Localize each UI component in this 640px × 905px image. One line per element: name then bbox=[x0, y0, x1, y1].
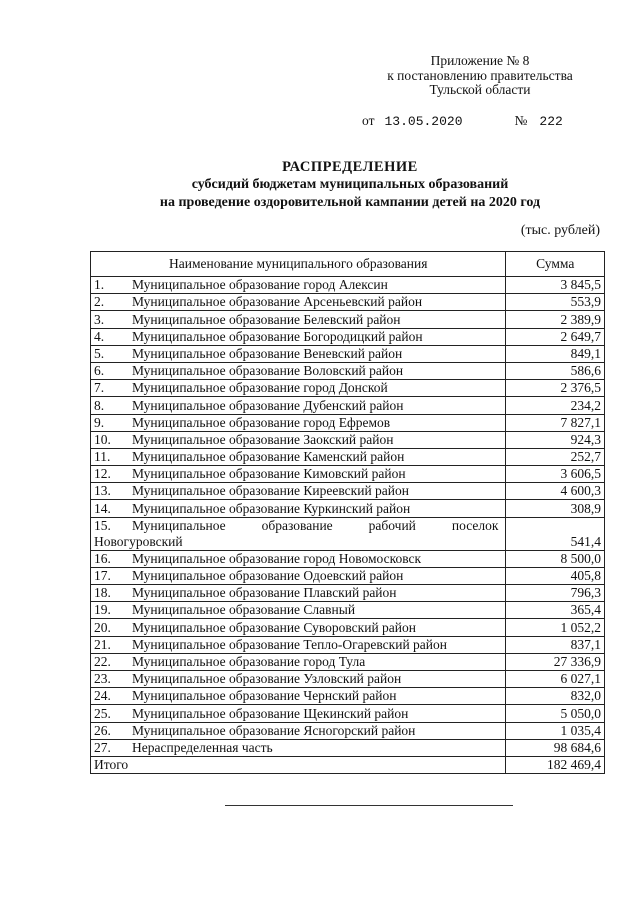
table-row bbox=[91, 722, 605, 739]
row-number: 26. bbox=[94, 722, 111, 738]
row-sum: 7 827,1 bbox=[506, 414, 605, 431]
row-sum: 553,9 bbox=[506, 294, 605, 311]
row-sum: 252,7 bbox=[506, 448, 605, 465]
row-sum: 2 649,7 bbox=[506, 328, 605, 345]
row-name-cell bbox=[91, 670, 506, 687]
row-sum: 796,3 bbox=[506, 585, 605, 602]
title-subtitle-line1: субсидий бюджетам муниципальных образований bbox=[191, 177, 509, 192]
row-sum: 837,1 bbox=[506, 636, 605, 653]
row-name-cell bbox=[91, 688, 506, 705]
table-row bbox=[91, 517, 605, 550]
row-number: 9. bbox=[94, 414, 105, 430]
units-label: (тыс. рублей) bbox=[520, 223, 600, 238]
row-name-cell bbox=[91, 380, 506, 397]
row-name-cell bbox=[91, 311, 506, 328]
row-sum: 541,4 bbox=[506, 517, 605, 550]
row-name-cell bbox=[91, 567, 506, 584]
row-number: 6. bbox=[94, 363, 105, 379]
header-sum: Сумма bbox=[506, 252, 605, 277]
table-row bbox=[91, 362, 605, 379]
row-name-continuation: Новогуровский bbox=[94, 533, 183, 549]
table-total-row bbox=[91, 756, 605, 773]
row-name: Муниципальное образование Тепло-Огаревский район bbox=[132, 636, 447, 652]
row-number: 19. bbox=[94, 602, 111, 618]
row-name: Муниципальное образование Куркинский район bbox=[132, 500, 411, 516]
table-row bbox=[91, 483, 605, 500]
row-name-word: образование bbox=[261, 517, 333, 533]
row-name-cell bbox=[91, 414, 506, 431]
row-name-cell bbox=[91, 585, 506, 602]
row-number: 24. bbox=[94, 688, 111, 704]
row-name-word: рабочий bbox=[368, 517, 416, 533]
row-name: Муниципальное образование Узловский район bbox=[132, 671, 402, 687]
row-number: 20. bbox=[94, 619, 111, 635]
table-row bbox=[91, 585, 605, 602]
table-row bbox=[91, 500, 605, 517]
row-name-cell bbox=[91, 619, 506, 636]
row-name: Муниципальное образование Каменский район bbox=[132, 449, 405, 465]
row-number: 1. bbox=[94, 277, 105, 293]
row-name: Муниципальное образование Киреевский район bbox=[132, 483, 409, 499]
row-name-cell bbox=[91, 431, 506, 448]
row-sum: 3 845,5 bbox=[506, 277, 605, 294]
row-number: 5. bbox=[94, 345, 105, 361]
row-number: 7. bbox=[94, 380, 105, 396]
row-name-cell bbox=[91, 739, 506, 756]
distribution-table bbox=[90, 251, 605, 774]
row-number: 27. bbox=[94, 739, 111, 755]
table-row bbox=[91, 345, 605, 362]
row-name-word: Муниципальное bbox=[132, 517, 226, 533]
row-number: 22. bbox=[94, 653, 111, 669]
row-name-cell bbox=[91, 448, 506, 465]
decree-from-label: от bbox=[362, 113, 375, 128]
table-row bbox=[91, 397, 605, 414]
row-number: 25. bbox=[94, 705, 111, 721]
row-name: Муниципальное образование город Донской bbox=[132, 380, 388, 396]
row-sum: 6 027,1 bbox=[506, 670, 605, 687]
row-name: Нераспределенная часть bbox=[132, 739, 273, 755]
row-name-cell bbox=[91, 397, 506, 414]
table-row bbox=[91, 328, 605, 345]
row-sum: 849,1 bbox=[506, 345, 605, 362]
row-number: 18. bbox=[94, 585, 111, 601]
table-row bbox=[91, 277, 605, 294]
table-row bbox=[91, 688, 605, 705]
row-name-cell bbox=[91, 362, 506, 379]
row-name-word: поселок bbox=[451, 517, 499, 533]
row-sum: 924,3 bbox=[506, 431, 605, 448]
decree-number: 222 bbox=[539, 114, 563, 129]
row-name: Муниципальное образование Арсеньевский район bbox=[132, 294, 423, 310]
bottom-rule bbox=[225, 805, 513, 806]
row-name-cell bbox=[91, 722, 506, 739]
row-name-cell bbox=[91, 550, 506, 567]
row-name-cell bbox=[91, 517, 506, 550]
row-number: 11. bbox=[94, 449, 111, 465]
row-number: 4. bbox=[94, 328, 105, 344]
title-heading: РАСПРЕДЕЛЕНИЕ bbox=[282, 159, 418, 175]
appendix-decree-ref: к постановлению правительства bbox=[387, 67, 573, 83]
row-sum: 3 606,5 bbox=[506, 466, 605, 483]
row-name: Муниципальное образование Богородицкий район bbox=[132, 328, 423, 344]
table-row bbox=[91, 448, 605, 465]
row-sum: 308,9 bbox=[506, 500, 605, 517]
row-name-cell bbox=[91, 328, 506, 345]
table-row bbox=[91, 739, 605, 756]
total-sum: 182 469,4 bbox=[506, 756, 605, 773]
row-name: Муниципальное образование город Тула bbox=[132, 653, 366, 669]
row-sum: 1 052,2 bbox=[506, 619, 605, 636]
row-name-cell bbox=[91, 294, 506, 311]
row-number: 21. bbox=[94, 636, 111, 652]
row-number: 16. bbox=[94, 550, 111, 566]
row-sum: 2 389,9 bbox=[506, 311, 605, 328]
row-sum: 27 336,9 bbox=[506, 653, 605, 670]
row-name: Муниципальное образование Чернский район bbox=[132, 688, 397, 704]
row-number: 12. bbox=[94, 466, 111, 482]
row-sum: 5 050,0 bbox=[506, 705, 605, 722]
row-name-cell bbox=[91, 653, 506, 670]
row-name: Муниципальное образование Заокский район bbox=[132, 431, 394, 447]
appendix-region: Тульской области bbox=[429, 82, 531, 97]
row-sum: 98 684,6 bbox=[506, 739, 605, 756]
row-sum: 1 035,4 bbox=[506, 722, 605, 739]
document-title bbox=[0, 158, 640, 212]
row-number: 2. bbox=[94, 294, 105, 310]
row-name: Муниципальное образование Воловский район bbox=[132, 363, 404, 379]
table-row bbox=[91, 311, 605, 328]
row-name: Муниципальное образование город Новомосковск bbox=[132, 550, 422, 566]
row-sum: 8 500,0 bbox=[506, 550, 605, 567]
table-row bbox=[91, 567, 605, 584]
row-sum: 4 600,3 bbox=[506, 483, 605, 500]
row-name-cell bbox=[91, 277, 506, 294]
row-name: Муниципальное образование Дубенский район bbox=[132, 397, 404, 413]
table-row bbox=[91, 380, 605, 397]
row-number: 17. bbox=[94, 568, 111, 583]
row-number: 3. bbox=[94, 311, 105, 327]
appendix-number: Приложение № 8 bbox=[430, 53, 530, 68]
row-sum: 832,0 bbox=[506, 688, 605, 705]
row-name: Муниципальное образование город Ефремов bbox=[132, 414, 391, 430]
table-row bbox=[91, 294, 605, 311]
table-row bbox=[91, 602, 605, 619]
row-name: Муниципальное образование Кимовский район bbox=[132, 466, 406, 482]
table-row bbox=[91, 414, 605, 431]
decree-date: 13.05.2020 bbox=[384, 114, 463, 129]
decree-number-label: № bbox=[514, 113, 528, 128]
table-row bbox=[91, 705, 605, 722]
row-name: Муниципальное образование Одоевский район bbox=[132, 568, 404, 583]
decree-line bbox=[362, 113, 563, 129]
row-name-cell bbox=[91, 636, 506, 653]
row-sum: 365,4 bbox=[506, 602, 605, 619]
title-subtitle-line2: на проведение оздоровительной кампании детей на 2020 год bbox=[159, 195, 541, 210]
table-row bbox=[91, 636, 605, 653]
row-name: Муниципальное образование Щекинский район bbox=[132, 705, 409, 721]
row-number: 10. bbox=[94, 431, 111, 447]
table-row bbox=[91, 653, 605, 670]
header-name: Наименование муниципального образования bbox=[91, 252, 506, 277]
row-number: 8. bbox=[94, 397, 105, 413]
appendix-block bbox=[330, 54, 630, 98]
table-row bbox=[91, 670, 605, 687]
table-header-row bbox=[91, 252, 605, 277]
row-number: 13. bbox=[94, 483, 111, 499]
table-row bbox=[91, 431, 605, 448]
row-name-cell bbox=[91, 602, 506, 619]
row-name: Муниципальное образование Славный bbox=[132, 602, 356, 618]
total-label: Итого bbox=[91, 756, 506, 773]
row-number: 15. bbox=[94, 517, 111, 533]
row-name: Муниципальное образование Белевский район bbox=[132, 311, 401, 327]
row-name: Муниципальное образование Веневский район bbox=[132, 345, 403, 361]
table-row bbox=[91, 466, 605, 483]
row-sum: 586,6 bbox=[506, 362, 605, 379]
row-sum: 2 376,5 bbox=[506, 380, 605, 397]
row-name-cell bbox=[91, 500, 506, 517]
row-name-cell bbox=[91, 345, 506, 362]
row-number: 14. bbox=[94, 500, 111, 516]
row-name: Муниципальное образование город Алексин bbox=[132, 277, 388, 293]
row-name: Муниципальное образование Ясногорский район bbox=[132, 722, 416, 738]
row-name-cell bbox=[91, 483, 506, 500]
row-sum: 234,2 bbox=[506, 397, 605, 414]
table-row bbox=[91, 550, 605, 567]
row-name-cell bbox=[91, 466, 506, 483]
row-sum: 405,8 bbox=[506, 567, 605, 584]
row-number: 23. bbox=[94, 671, 111, 687]
row-name: Муниципальное образование Суворовский район bbox=[132, 619, 416, 635]
row-name: Муниципальное образование Плавский район bbox=[132, 585, 397, 601]
table-row bbox=[91, 619, 605, 636]
row-name-cell bbox=[91, 705, 506, 722]
